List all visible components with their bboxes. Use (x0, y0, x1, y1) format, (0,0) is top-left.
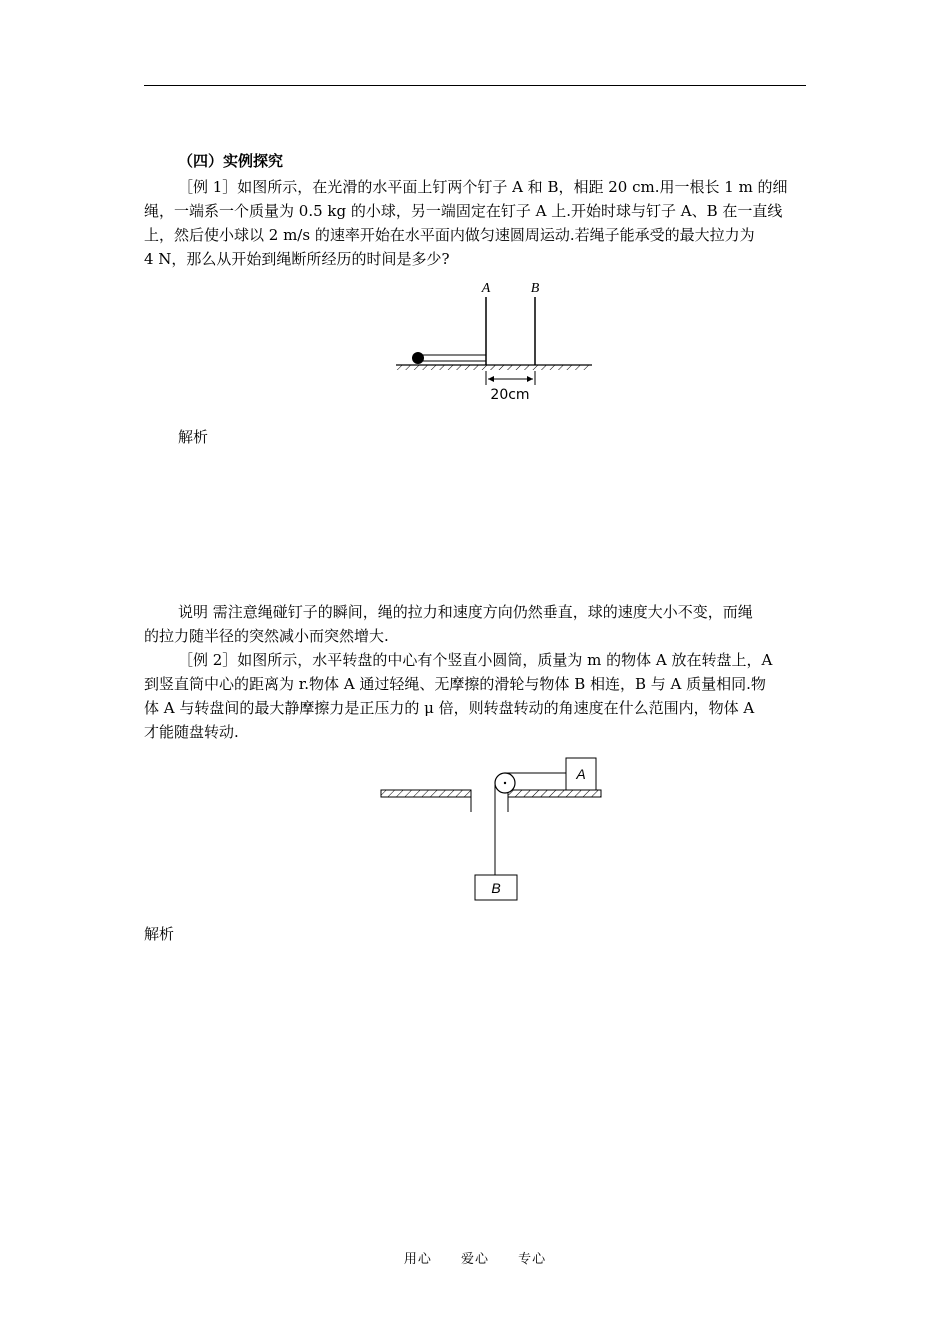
footer-item: 用心 (403, 1252, 432, 1267)
turntable-left (381, 790, 471, 797)
example2-line: ［例 2］如图所示，水平转盘的中心有个竖直小圆筒，质量为 m 的物体 A 放在转盘上，A (178, 651, 773, 669)
ball (412, 352, 424, 364)
note-line: 的拉力随半径的突然减小而突然增大. (144, 627, 389, 645)
section-heading: （四）实例探究 (178, 152, 284, 170)
block-a-label: A (576, 766, 586, 782)
example2-line: 到竖直筒中心的距离为 r.物体 A 通过轻绳、无摩擦的滑轮与物体 B 相连，B 与 A 质量相同.物 (144, 675, 766, 693)
example2-figure (375, 750, 610, 910)
distance-label: 20cm (490, 387, 530, 403)
example1-analysis-label: 解析 (178, 428, 209, 446)
block-b-label: B (491, 880, 501, 896)
note-line: 说明 需注意绳碰钉子的瞬间，绳的拉力和速度方向仍然垂直，球的速度大小不变，而绳 (178, 603, 753, 621)
example2-line: 体 A 与转盘间的最大静摩擦力是正压力的 μ 倍，则转盘转动的角速度在什么范围内，物体 A (144, 699, 755, 717)
example2-text (144, 648, 808, 744)
example1-line: 绳，一端系一个质量为 0.5 kg 的小球，另一端固定在钉子 A 上.开始时球与钉子 A、B 在一直线 (144, 202, 783, 220)
note-text (144, 600, 808, 648)
nail-a-label: A (481, 281, 491, 296)
footer-item: 爱心 (460, 1252, 489, 1267)
example2-line: 才能随盘转动. (144, 723, 239, 741)
ground-hatch (396, 365, 592, 370)
header-rule (144, 85, 806, 86)
nail-b-label: B (530, 281, 540, 296)
example1-line: 上，然后使小球以 2 m/s 的速率开始在水平面内做匀速圆周运动.若绳子能承受的最大拉力为 (144, 226, 755, 244)
example1-text (144, 175, 808, 271)
page-footer (0, 1248, 950, 1267)
example1-line: 4 N，那么从开始到绳断所经历的时间是多少? (144, 250, 450, 268)
example1-line: ［例 1］如图所示，在光滑的水平面上钉两个钉子 A 和 B，相距 20 cm.用一根长 1 m 的细 (178, 178, 788, 196)
footer-item: 专心 (518, 1252, 547, 1267)
example1-figure (390, 275, 600, 405)
example2-analysis-label: 解析 (144, 925, 175, 943)
turntable-right (508, 790, 601, 797)
